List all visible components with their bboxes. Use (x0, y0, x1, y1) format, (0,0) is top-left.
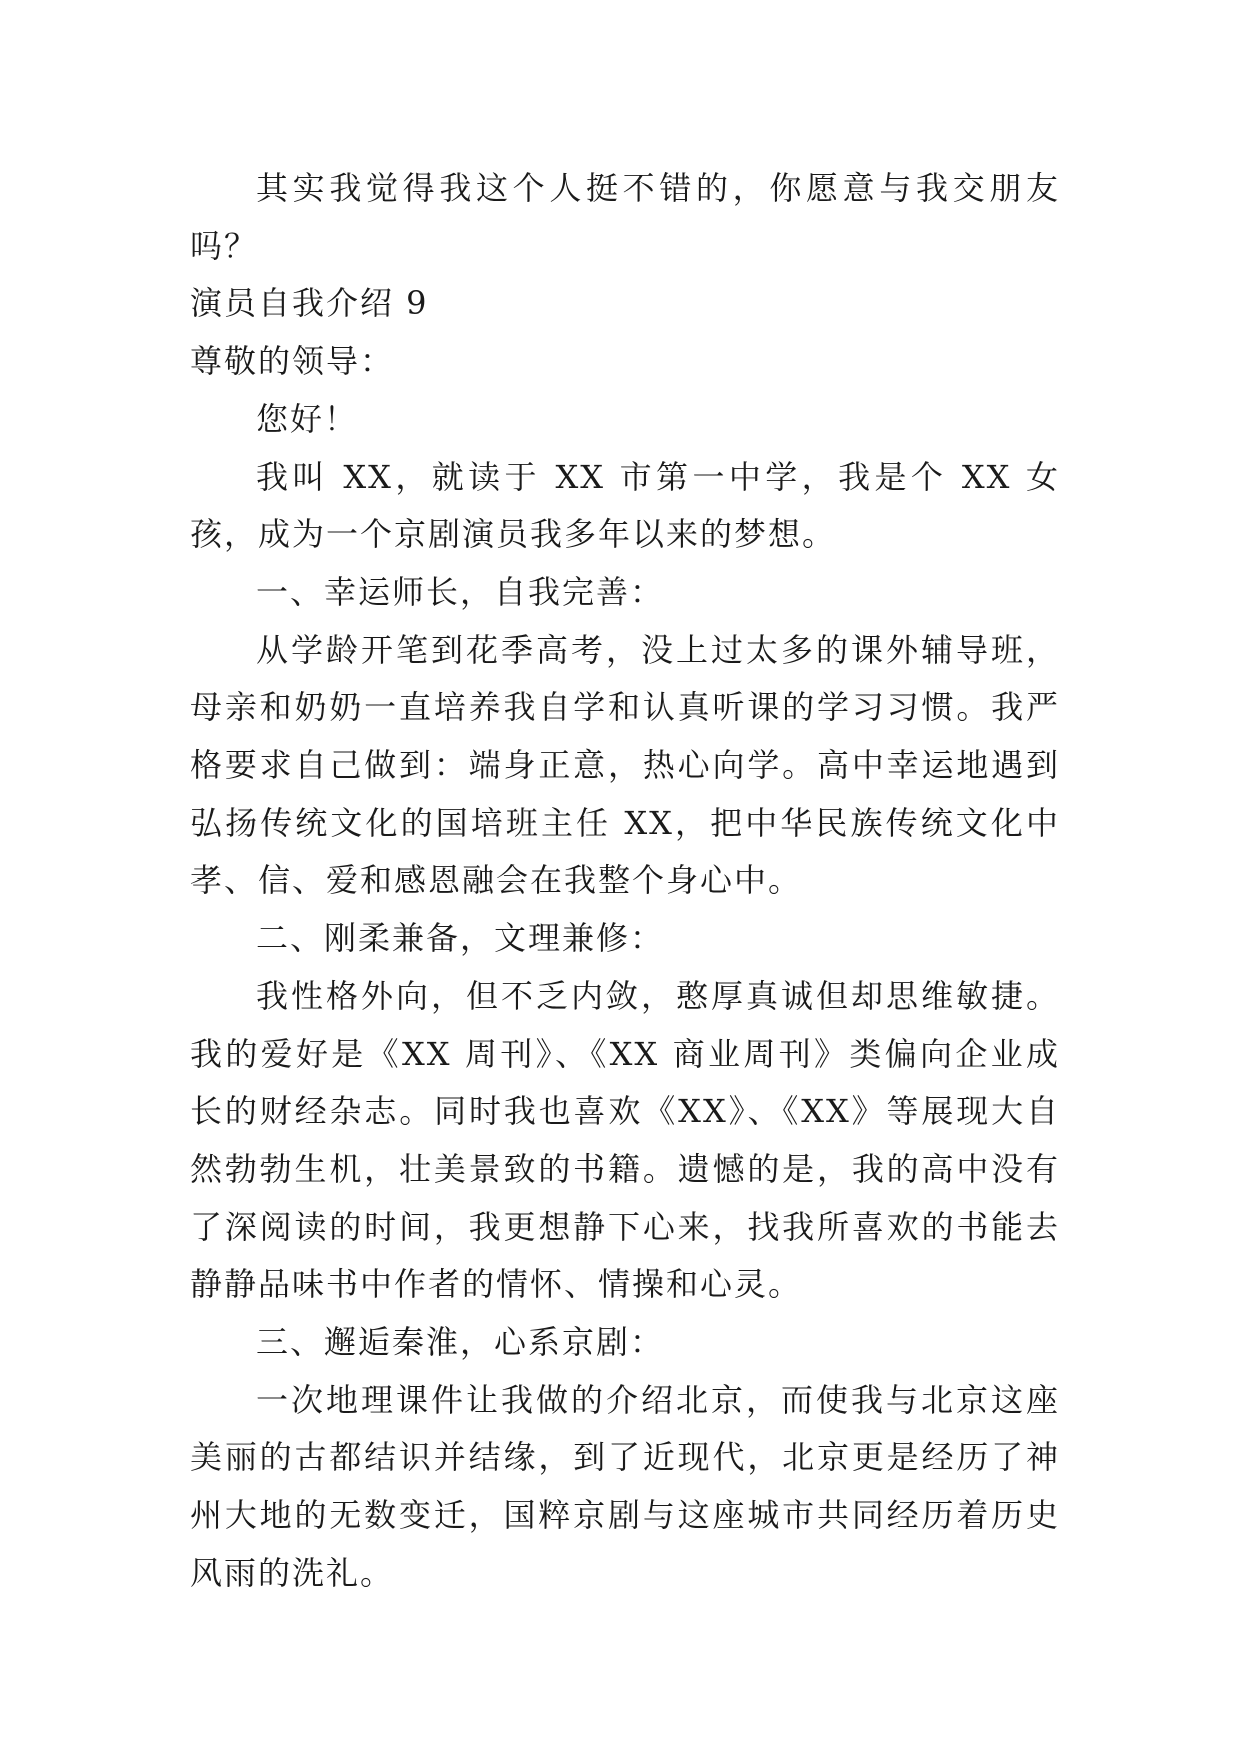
section-heading-1: 一、幸运师长，自我完善： (256, 572, 665, 611)
salutation: 尊敬的领导： (190, 342, 395, 381)
body-paragraph-2: 我性格外向，但不乏内敛，憨厚真诚但却思维敏捷。我的爱好是《XX 周刊》、《XX 商业周刊》类偏向企业成长的财经杂志。同时我也喜欢《XX》、《XX》等展现大自然勃勃生机，壮美景致的书籍。遗憾的是，我的高中没有了深阅读的时间，我更想静下心来，找我所喜欢的书能去静静品味书中作者的情怀、情操和心灵。 (190, 976, 1060, 1304)
section-heading-2: 二、刚柔兼备，文理兼修： (256, 919, 665, 958)
body-paragraph-1: 从学龄开笔到花季高考，没上过太多的课外辅导班，母亲和奶奶一直培养我自学和认真听课的学习习惯。我严格要求自己做到：端身正意，热心向学。高中幸运地遇到弘扬传统文化的国培班主任 XX，把中华民族传统文化中孝、信、爱和感恩融会在我整个身心中。 (190, 630, 1060, 900)
section-title: 演员自我介绍 9 (190, 284, 429, 323)
closing-question-paragraph: 其实我觉得我这个人挺不错的，你愿意与我交朋友吗？ (190, 169, 1060, 265)
section-heading-3: 三、邂逅秦淮，心系京剧： (256, 1323, 665, 1362)
intro-paragraph: 我叫 XX，就读于 XX 市第一中学，我是个 XX 女孩，成为一个京剧演员我多年以来的梦想。 (190, 457, 1060, 554)
document-body (190, 160, 1060, 1603)
greeting: 您好！ (256, 399, 359, 438)
body-paragraph-3: 一次地理课件让我做的介绍北京，而使我与北京这座美丽的古都结识并结缘，到了近现代，北京更是经历了神州大地的无数变迁，国粹京剧与这座城市共同经历着历史风雨的洗礼。 (190, 1380, 1060, 1592)
